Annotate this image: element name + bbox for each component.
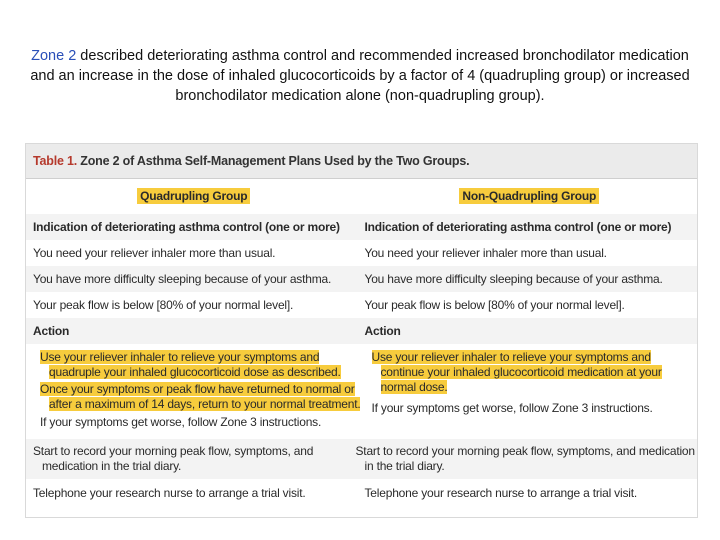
intro-paragraph: [20, 46, 700, 106]
column-header-cell: [362, 189, 698, 204]
column-header-row: [26, 179, 697, 214]
intro-text: described deteriorating asthma control and recommended increased bronchodilator medication and an increase in the dose of inhaled glucocorticoids by a factor of 4 (quadrupling group) or increased bronchodilator medication alone (non-quadrupling group).: [30, 48, 690, 104]
table-row: [26, 318, 697, 344]
highlighted-action: Use your reliever inhaler to relieve your symptoms and quadruple your inhaled glucocorticoid dose as described.: [40, 350, 341, 379]
table-cell: Your peak flow is below [80% of your normal level].: [33, 297, 294, 312]
section-heading: Indication of deteriorating asthma control (one or more): [33, 219, 340, 234]
table-cell: You have more difficulty sleeping because of your asthma.: [364, 271, 663, 286]
table-cell: Telephone your research nurse to arrange a trial visit.: [364, 485, 637, 500]
zone-label: Zone 2: [31, 48, 77, 64]
table-row: [26, 479, 697, 507]
table-title: Zone 2 of Asthma Self-Management Plans Used by the Two Groups.: [77, 154, 470, 168]
section-heading: Action: [33, 323, 70, 338]
table-row: [26, 240, 697, 266]
table-cell-group: [362, 350, 698, 439]
table-row: [26, 266, 697, 292]
section-heading: Action: [364, 323, 401, 338]
highlighted-action: Once your symptoms or peak flow have returned to normal or after a maximum of 14 days, return to your normal treatment.: [40, 382, 361, 411]
table-cell: Start to record your morning peak flow, symptoms, and medication in the trial diary.: [33, 444, 314, 473]
table-cell: If your symptoms get worse, follow Zone 3 instructions.: [40, 415, 322, 429]
table-cell: Start to record your morning peak flow, symptoms, and medication in the trial diary.: [355, 444, 695, 473]
column-header-non-quadrupling: Non-Quadrupling Group: [459, 188, 599, 204]
table-cell: You have more difficulty sleeping because of your asthma.: [33, 271, 332, 286]
table-row: [26, 439, 697, 479]
column-header-cell: [26, 189, 362, 204]
table-cell: Telephone your research nurse to arrange a trial visit.: [33, 485, 306, 500]
table-cell: You need your reliever inhaler more than usual.: [33, 245, 276, 260]
table-cell-group: [26, 350, 362, 439]
table-figure: [25, 143, 698, 518]
highlighted-action: Use your reliever inhaler to relieve your symptoms and continue your inhaled glucocorticoid medication at your normal dose.: [371, 350, 662, 394]
table-row: [26, 214, 697, 240]
table-cell: Your peak flow is below [80% of your normal level].: [364, 297, 625, 312]
table-number: Table 1.: [33, 154, 78, 168]
table-cell: You need your reliever inhaler more than usual.: [364, 245, 607, 260]
section-heading: Indication of deteriorating asthma control (one or more): [364, 219, 672, 234]
table-row-group: [26, 344, 697, 439]
table-caption: [26, 144, 697, 179]
table-row: [26, 292, 697, 318]
table-cell: If your symptoms get worse, follow Zone 3 instructions.: [371, 401, 653, 415]
column-header-quadrupling: Quadrupling Group: [137, 188, 250, 204]
